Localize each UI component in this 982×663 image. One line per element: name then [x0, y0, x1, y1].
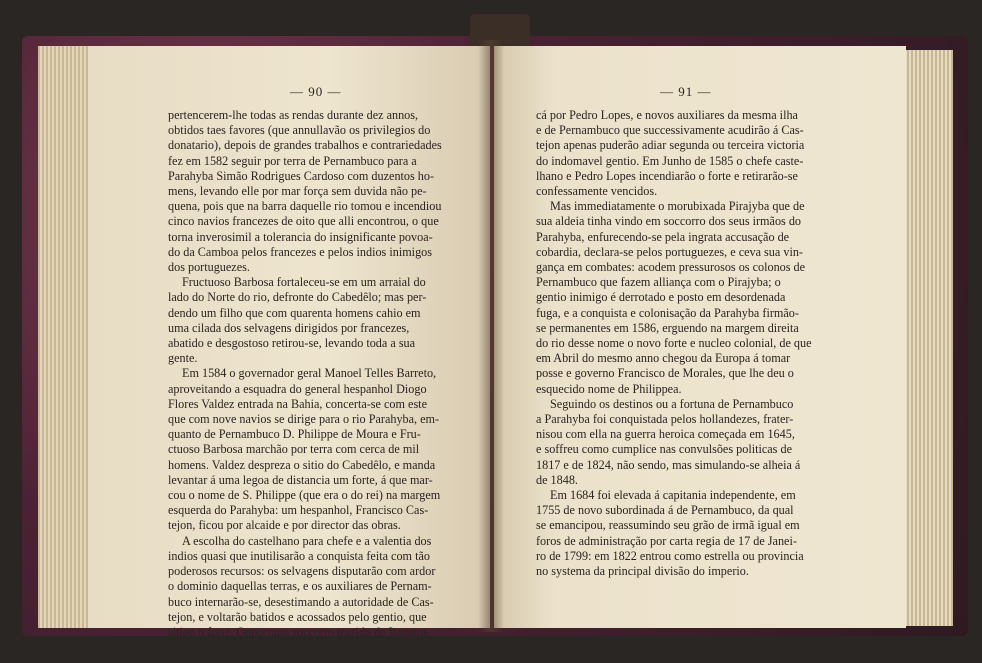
- text-line: sua aldeia tinha vindo em soccorro dos seus irmãos do: [536, 214, 802, 229]
- right-page-text: [536, 108, 830, 579]
- text-line: abatido e desgostoso retirou-se, levando toda a sua: [168, 336, 416, 351]
- text-line: quena, pois que na barra daquelle rio tomou e incendiou: [168, 199, 442, 214]
- text-line: torna inverosimil a tolerancia do insignificante povoa-: [168, 229, 433, 244]
- text-line: Em 1684 foi elevada á capitania independente, em: [550, 488, 796, 503]
- text-line: cinco navios francezes de oito que alli encontrou, o que: [168, 214, 439, 229]
- text-line: Parahyba Simão Rodrigues Cardoso com duzentos ho-: [168, 168, 435, 183]
- text-line: cou o nome de S. Philippe (que era o do rei) na margem: [168, 488, 441, 503]
- text-line: levantar á uma legoa de distancia um forte, á que mar-: [168, 472, 433, 487]
- text-line: ro de 1799: em 1822 entrou como estrella ou provincia: [536, 548, 804, 563]
- left-page-number: — 90 —: [290, 84, 342, 99]
- text-line: posse e governo Francisco de Morales, que lhe deu o: [536, 366, 794, 381]
- text-line: do rio desse nome o novo forte e nucleo colonial, de que: [536, 336, 812, 351]
- text-line: tejon, ficou por alcaide e por director das obras.: [168, 518, 401, 533]
- text-line: Mas immediatamente o morubixada Pirajyba que de: [550, 199, 805, 214]
- text-line: homens. Valdez despreza o sitio do Cabedêlo, e manda: [168, 457, 436, 472]
- page-gutter: [478, 40, 504, 632]
- text-line: mens, levando elle por mar força sem duvida não pe-: [168, 184, 427, 199]
- text-line: esquerda do Parahyba: um hespanhol, Francisco Cas-: [168, 503, 429, 518]
- text-line: o dominio daquellas terras, e os auxiliares de Pernam-: [168, 579, 432, 594]
- text-line: cobardia, declara-se pelos portuguezes, e ceva sua vin-: [536, 244, 803, 259]
- text-line: no systema da principal divisão do imperio.: [536, 564, 749, 579]
- text-line: aproveitando a esquadra do general hespanhol Diogo: [168, 381, 427, 396]
- text-line: 1817 e de 1824, não sendo, mas simulando-se alheia á: [536, 457, 801, 472]
- text-line: do da Camboa pelos francezes e pelos indios inimigos: [168, 244, 433, 259]
- left-page-edges: [38, 46, 90, 628]
- left-page-text: [168, 108, 456, 640]
- text-line: buco internarão-se, desestimando a autoridade de Cas-: [168, 594, 434, 609]
- text-line: do indomavel gentio. Em Junho de 1585 o chefe caste-: [536, 153, 804, 168]
- text-line: poderosos recursos: os selvagens disputarão com ardor: [168, 564, 436, 579]
- text-line: gente.: [168, 351, 198, 366]
- text-line: que com nove navios se dirige para o rio Parahyba, em-: [168, 412, 440, 427]
- text-line: Parahyba, enfurecendo-se pela ingrata accusação de: [536, 229, 790, 244]
- text-line: 1755 de novo subordinada á de Pernambuco, da qual: [536, 503, 794, 518]
- text-line: sitiou o forte. Opportuno soccorro trazido de Itamara-: [168, 624, 430, 639]
- text-line: lhano e Pedro Lopes incendiarão o forte e retirarão-se: [536, 168, 798, 183]
- text-line: pertencerem-lhe todas as rendas durante dez annos,: [168, 108, 419, 122]
- text-line: se emancipou, reassumindo seu grão de irmã igual em: [536, 518, 800, 533]
- text-line: dos portuguezes.: [168, 260, 250, 275]
- text-line: e soffreu como cumplice nas convulsões politicas de: [536, 442, 792, 457]
- text-line: fuga, e a conquista e colonisação da Parahyba firmão-: [536, 305, 799, 320]
- text-line: nisou com ella na guerra heroica começada em 1645,: [536, 427, 795, 442]
- text-line: Em 1584 o governador geral Manoel Telles Barreto,: [182, 366, 437, 381]
- text-line: dendo um filho que com quarenta homens cahio em: [168, 305, 421, 320]
- text-line: de 1848.: [536, 472, 578, 487]
- text-line: confessamente vencidos.: [536, 184, 658, 199]
- text-line: Seguindo os destinos ou a fortuna de Pernambuco: [550, 396, 794, 411]
- text-line: Flores Valdez entrada na Bahia, concerta-se com este: [168, 396, 427, 411]
- text-line: e de Pernambuco que successivamente acudirão á Cas-: [536, 123, 804, 138]
- text-line: gança em combates: acodem pressurosos os colonos de: [536, 260, 806, 275]
- text-line: esquecido nome de Philippea.: [536, 381, 682, 396]
- text-line: foros de administração por carta regia de 17 de Janei-: [536, 533, 797, 548]
- text-line: obtidos taes favores (que annullavão os privilegios do: [168, 123, 431, 138]
- right-page-edges: [905, 50, 953, 626]
- right-page-number: — 91 —: [660, 84, 712, 99]
- text-line: fez em 1582 seguir por terra de Pernambuco para a: [168, 153, 417, 168]
- text-line: em Abril do mesmo anno chegou da Europa á tomar: [536, 351, 791, 366]
- text-line: indios quasi que inutilisarão a conquista feita com tão: [168, 548, 430, 563]
- text-line: quanto de Pernambuco D. Philippe de Moura e Fru-: [168, 427, 421, 442]
- text-line: lado do Norte do rio, defronte do Cabedêlo; mas per-: [168, 290, 427, 305]
- text-line: se permanentes em 1586, erguendo na margem direita: [536, 320, 799, 335]
- text-line: A escolha do castelhano para chefe e a valentia dos: [182, 533, 432, 548]
- text-line: Pernambuco que fazem alliança com o Pirajyba; o: [536, 275, 781, 290]
- text-line: a Parahyba foi conquistada pelos hollandezes, frater-: [536, 412, 794, 427]
- text-line: donatario), depois de grandes trabalhos e contrariedades: [168, 138, 442, 153]
- text-line: cá por Pedro Lopes, e novos auxiliares da mesma ilha: [536, 108, 798, 122]
- text-line: gentio inimigo é derrotado e posto em desordenada: [536, 290, 786, 305]
- text-line: Fructuoso Barbosa fortaleceu-se em um arraial do: [182, 275, 426, 290]
- text-line: tejon, e voltarão batidos e acossados pelo gentio, que: [168, 609, 427, 624]
- text-line: ctuoso Barbosa marchão por terra com cerca de mil: [168, 442, 420, 457]
- text-line: tejon apenas puderão adiar segunda ou terceira victoria: [536, 138, 805, 153]
- text-line: uma cilada dos selvagens dirigidos por francezes,: [168, 320, 410, 335]
